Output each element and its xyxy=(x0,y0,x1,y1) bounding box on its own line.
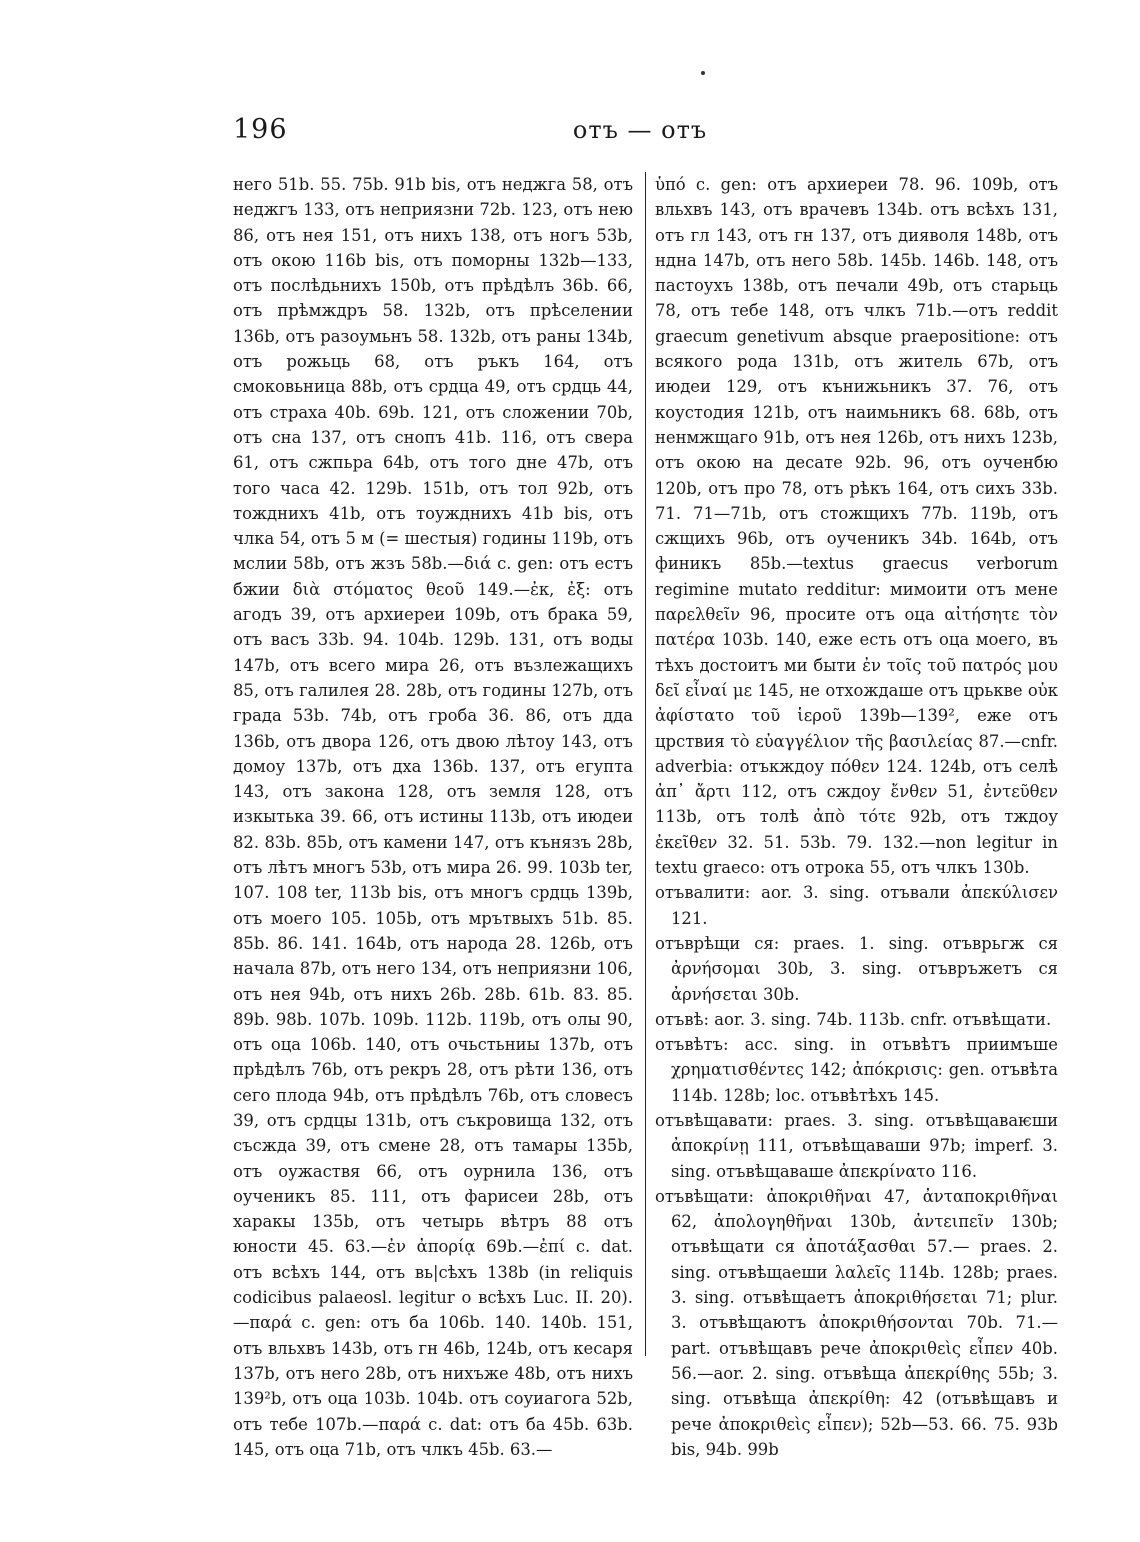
entry-otaveshtavati: отъвѣщавати: praes. 3. sing. отъвѣщаваѥши ἀποκρίνῃ 111, отъвѣщаваши 97b; imperf. 3. sing. отъвѣщаваше ἀπεκρίνατο 116. xyxy=(655,1110,1058,1181)
column-divider xyxy=(645,172,646,1356)
entry-otave: отъвѣ: aor. 3. sing. 74b. 113b. cnfr. отъвѣщати. xyxy=(655,1009,1052,1029)
right-column xyxy=(655,172,1058,1462)
entry-otavaliti: отъвалити: aor. 3. sing. отъвали ἀπεκύλισεν 121. xyxy=(655,883,1058,928)
left-column-text: него 51b. 55. 75b. 91b bis, отъ неджга 58, отъ неджгъ 133, отъ неприязни 72b. 123, отъ нею 86, отъ нея 151, отъ нихъ 138, отъ ногъ 53b, отъ окою 116b bis, отъ поморны 132b—133, отъ послѣдьнихъ 150b, отъ прѣдѣлъ 36b. 66, отъ прѣмждръ 58. 132b, отъ прѣселении 136b, отъ разоумьнъ 58. 132b, отъ раны 134b, отъ рожьць 68, отъ ръкъ 164, отъ смоковьница 88b, отъ срдца 49, отъ срдць 44, отъ страха 40b. 69b. 121, отъ сложении 70b, отъ сна 137, отъ снопъ 41b. 116, отъ свера 61, отъ сжпьра 64b, отъ того дне 47b, отъ того часа 42. 129b. 151b, отъ тол 92b, отъ тожднихъ 41b, отъ тоужднихъ 41b bis, отъ члка 54, отъ 5 м (= шестыя) годины 119b, отъ мслии 58b, отъ жзъ 58b.—διά c. gen: отъ естъ бжии διὰ στόματος θεοῦ 149.—ἐκ, ἐξ: отъ агодъ 39, отъ архиереи 109b, отъ брака 59, отъ васъ 33b. 94. 104b. 129b. 131, отъ воды 147b, отъ всего мира 26, отъ възлежащихъ 85, отъ галилея 28. 28b, отъ годины 127b, отъ града 53b. 74b, отъ гроба 36. 86, отъ дда 136b, отъ двора 126, отъ двою лѣтоу 143, отъ домоу 137b, отъ дха 136b. 137, отъ егупта 143, отъ закона 128, отъ земля 128, отъ изкытька 39. 66, отъ истины 113b, отъ июдеи 82. 83b. 85b, отъ камени 147, отъ кънязъ 28b, отъ лѣтъ многъ 53b, отъ мира 26. 99. 103b ter, 107. 108 ter, 113b bis, отъ многъ срдць 139b, отъ моего 105. 105b, отъ мрътвыхъ 51b. 85. 85b. 86. 141. 164b, отъ народа 28. 126b, отъ начала 87b, отъ него 134, отъ неприязни 106, отъ нея 94b, отъ нихъ 26b. 28b. 61b. 83. 85. 89b. 98b. 107b. 109b. 112b. 119b, отъ олы 90, отъ оца 106b. 140, отъ очьстьниы 137b, отъ прѣдѣлъ 76b, отъ рекръ 28, отъ рѣти 136, отъ сего плода 94b, отъ прѣдѣлъ 76b, отъ словесъ 39, отъ срдцы 131b, отъ съкровища 132, отъ съсжда 39, отъ смене 28, отъ тамары 135b, отъ оужаствя 66, отъ оурнила 136, отъ оученикъ 85. 111, отъ фарисеи 28b, отъ харакы 135b, отъ четырь вѣтръ 88 отъ юности 45. 63.—ἐν ἀπορίᾳ 69b.—ἐπί c. dat. отъ всѣхъ 144, отъ вь|сѣхъ 138b (in reliquis codicibus palaeosl. legitur о всѣхъ Luc. II. 20).—παρά c. gen: отъ ба 106b. 140. 140b. 151, отъ вльхвъ 143b, отъ гн 46b, 124b, отъ кесаря 137b, отъ него 28b, отъ нихъже 48b, отъ нихъ 139²b, отъ оца 103b. 104b. отъ соуиагога 52b, отъ тебе 107b.—παρά c. dat: отъ ба 45b. 63b. 145, отъ оца 71b, отъ члкъ 45b. 63.— xyxy=(233,175,633,1459)
entry-otaveshtati: отъвѣщати: ἀποκριθῆναι 47, ἀνταποκριθῆναι 62, ἀπολογηθῆναι 130b, ἀντειπεῖν 130b; отъвѣщати ся ἀποτάξασθαι 57.— praes. 2. sing. отъвѣщаеши λαλεῖς 114b. 128b; praes. 3. sing. отъвѣщаетъ ἀποκριθήσεται 71; plur. 3. отъвѣщаютъ ἀποκριθήσονται 70b. 71.—part. отъвѣщавъ рече ἀποκριθεὶς εἶπεν 40b. 56.—aor. 2. sing. отъвѣща ἀπεκρίθης 55b; 3. sing. отъвѣща ἀπεκρίθη: 42 (отъвѣщавъ и рече ἀποκριθεὶς εἶπεν); 52b—53. 66. 75. 93b bis, 94b. 99b xyxy=(655,1186,1058,1459)
entry-continuation: ὑπό c. gen: отъ архиереи 78. 96. 109b, отъ вльхвъ 143, отъ врачевъ 134b. отъ всѣхъ 131, отъ гл 143, отъ гн 137, отъ дияволя 148b, отъ ндна 147b, отъ него 58b. 145b. 146b. 148, отъ пастоухъ 138b, отъ печали 49b, отъ старьць 78, отъ тебе 148, отъ члкъ 71b.—отъ reddit graecum genetivum absque praepositione: отъ всякого рода 131b, отъ житель 67b, отъ июдеи 129, отъ кънижьникъ 37. 76, отъ коустодия 121b, отъ наимьникъ 68. 68b, отъ ненмжщаго 91b, отъ нея 126b, отъ нихъ 123b, отъ окою на десате 92b. 96, отъ оученбю 120b, отъ про 78, отъ рѣкъ 164, отъ сихъ 33b. 71. 71—71b, отъ стожщихъ 77b. 119b, отъ сжщихъ 96b, отъ оученикъ 34b. 164b, отъ финикъ 85b.—textus graecus verborum regimine mutato redditur: мимоити отъ мене παρελθεῖν 96, просите отъ оца αἰτήσητε τὸν πατέρα 103b. 140, еже есть отъ оца моего, въ тѣхъ достоитъ ми быти ἐν τοῖς τοῦ πατρός μου δεῖ εἶναί με 145, не отхождаше отъ црькве οὐκ ἀφίστατο τοῦ ἱεροῦ 139b—139², еже отъ црствия τὸ εὐαγγέλιον τῆς βασιλείας 87.—cnfr. adverbia: отъкждоу πόθεν 124. 124b, отъ селѣ ἀπ᾿ ἄρτι 112, отъ сждоу ἔνθεν 51, ἐντεῦθεν 113b, отъ толѣ ἀπὸ τότε 92b, отъ тждоу ἐκεῖθεν 32. 51. 53b. 79. 132.—non legitur in textu graeco: отъ отрока 55, отъ члкъ 130b. xyxy=(655,175,1058,878)
entry-otavet: отъвѣтъ: acc. sing. in отъвѣтъ приимъше χρηματισθέντες 142; ἀπόκρισις: gen. отъвѣта 114b. 128b; loc. отъвѣтѣхъ 145. xyxy=(655,1035,1058,1105)
left-column xyxy=(233,172,633,1462)
page-number: 196 xyxy=(233,114,288,145)
ink-speck xyxy=(701,71,705,75)
running-head: отъ — отъ xyxy=(572,116,708,144)
entry-otavreshti: отъврѣщи ся: praes. 1. sing. отъврьгж ся ἀρνήσομαι 30b, 3. sing. отъвръжетъ ся ἀρνήσεται 30b. xyxy=(655,933,1058,1004)
